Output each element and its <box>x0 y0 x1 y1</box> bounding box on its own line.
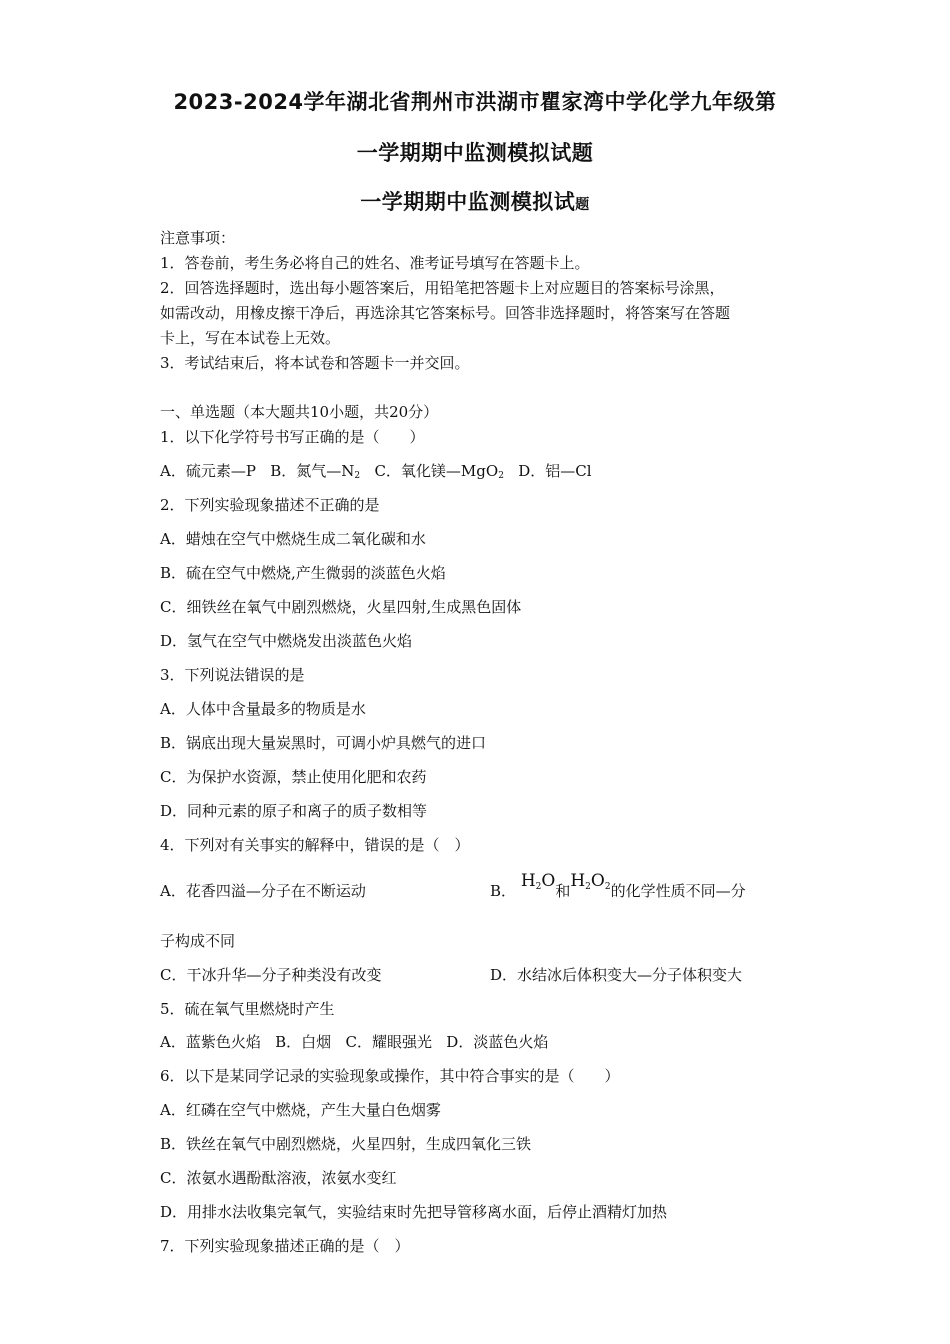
formula-h2o2-sub1: 2 <box>585 882 591 892</box>
q6-stem: 6．以下是某同学记录的实验现象或操作，其中符合事实的是（ ） <box>160 1067 620 1085</box>
q1-option-b-text: B．氮气—N <box>270 462 355 480</box>
q1-option-c-sub: 2 <box>498 471 504 481</box>
q4-and: 和 <box>555 882 571 900</box>
q4-option-b-label: B． <box>490 882 517 900</box>
formula-h2o-o: O <box>541 871 556 891</box>
q3-stem: 3．下列说法错误的是 <box>160 666 305 684</box>
section-heading: 一、单选题（本大题共10小题，共20分） <box>160 403 439 421</box>
formula-h2o2-h: H <box>570 871 586 891</box>
formula-h2o <box>521 871 556 891</box>
q5-option-b: B．白烟 <box>275 1033 332 1051</box>
q1-option-c-text: C．氧化镁—MgO <box>374 462 499 480</box>
notice-item-3: 3．考试结束后，将本试卷和答题卡一并交回。 <box>160 354 470 372</box>
formula-h2o-sub: 2 <box>535 882 542 892</box>
q2-option-d: D．氢气在空气中燃烧发出淡蓝色火焰 <box>160 632 413 650</box>
q4-stem: 4．下列对有关事实的解释中，错误的是（ ） <box>160 836 470 854</box>
formula-h2o2-sub2: 2 <box>604 882 611 892</box>
notice-item-2a: 2．回答选择题时，选出每小题答案后，用铅笔把答题卡上对应题目的答案标号涂黑， <box>160 279 725 297</box>
q1-option-b <box>270 462 360 480</box>
q1-option-c <box>374 462 503 480</box>
q4-option-a: A．花香四溢—分子在不断运动 <box>160 882 366 900</box>
formula-h2o-h: H <box>520 871 536 891</box>
q1-options <box>160 461 592 486</box>
q4-option-b-cont: 子构成不同 <box>160 932 236 950</box>
q4-option-d: D．水结冰后体积变大—分子体积变大 <box>490 966 743 984</box>
q5-option-c: C．耀眼强光 <box>345 1033 432 1051</box>
title-line-3-tail: 题 <box>575 197 590 213</box>
q2-option-b: B．硫在空气中燃烧,产生微弱的淡蓝色火焰 <box>160 564 446 582</box>
q2-option-c: C．细铁丝在氧气中剧烈燃烧，火星四射,生成黑色固体 <box>160 598 522 616</box>
notice-item-2b: 如需改动，用橡皮擦干净后，再选涂其它答案标号。回答非选择题时，将答案写在答题 <box>160 304 731 322</box>
q1-stem: 1．以下化学符号书写正确的是（ ） <box>160 428 425 446</box>
q5-stem: 5．硫在氧气里燃烧时产生 <box>160 1000 335 1018</box>
q4-option-c: C．干冰升华—分子种类没有改变 <box>160 966 382 984</box>
title-line-3 <box>0 186 950 216</box>
q5-option-a: A．蓝紫色火焰 <box>160 1033 261 1051</box>
title-line-3-main: 一学期期中监测模拟试 <box>360 190 576 214</box>
q3-option-b: B．锅底出现大量炭黑时，可调小炉具燃气的进口 <box>160 734 487 752</box>
formula-h2o2 <box>570 871 610 891</box>
notice-item-2c: 卡上，写在本试卷上无效。 <box>160 329 341 347</box>
q6-option-d: D．用排水法收集完氧气，实验结束时先把导管移离水面，后停止酒精灯加热 <box>160 1203 668 1221</box>
notice-item-1: 1．答卷前，考生务必将自己的姓名、准考证号填写在答题卡上。 <box>160 254 590 272</box>
q3-option-c: C．为保护水资源，禁止使用化肥和农药 <box>160 768 427 786</box>
q5-options <box>160 1032 548 1052</box>
q6-option-c: C．浓氨水遇酚酞溶液，浓氨水变红 <box>160 1169 397 1187</box>
q2-stem: 2．下列实验现象描述不正确的是 <box>160 496 380 514</box>
title-line-1: 2023-2024学年湖北省荆州市洪湖市瞿家湾中学化学九年级第 <box>173 90 777 114</box>
q1-option-b-sub: 2 <box>354 471 361 481</box>
q6-option-b: B．铁丝在氧气中剧烈燃烧，火星四射，生成四氧化三铁 <box>160 1135 532 1153</box>
formula-h2o2-o: O <box>590 871 605 891</box>
q1-option-d: D．铝—Cl <box>518 462 592 480</box>
q2-option-a: A．蜡烛在空气中燃烧生成二氧化碳和水 <box>160 530 426 548</box>
notice-heading: 注意事项： <box>160 229 236 247</box>
q7-stem: 7．下列实验现象描述正确的是（ ） <box>160 1237 410 1255</box>
q4-option-b-tail: 的化学性质不同—分 <box>610 882 746 900</box>
q6-option-a: A．红磷在空气中燃烧，产生大量白色烟雾 <box>160 1101 441 1119</box>
q3-option-d: D．同种元素的原子和离子的质子数相等 <box>160 802 428 820</box>
title-line-2: 一学期期中监测模拟试题 <box>356 141 594 165</box>
q1-option-a: A．硫元素—P <box>160 462 256 480</box>
q5-option-d: D．淡蓝色火焰 <box>446 1033 549 1051</box>
q3-option-a: A．人体中含量最多的物质是水 <box>160 700 366 718</box>
q4-option-b <box>490 871 746 907</box>
